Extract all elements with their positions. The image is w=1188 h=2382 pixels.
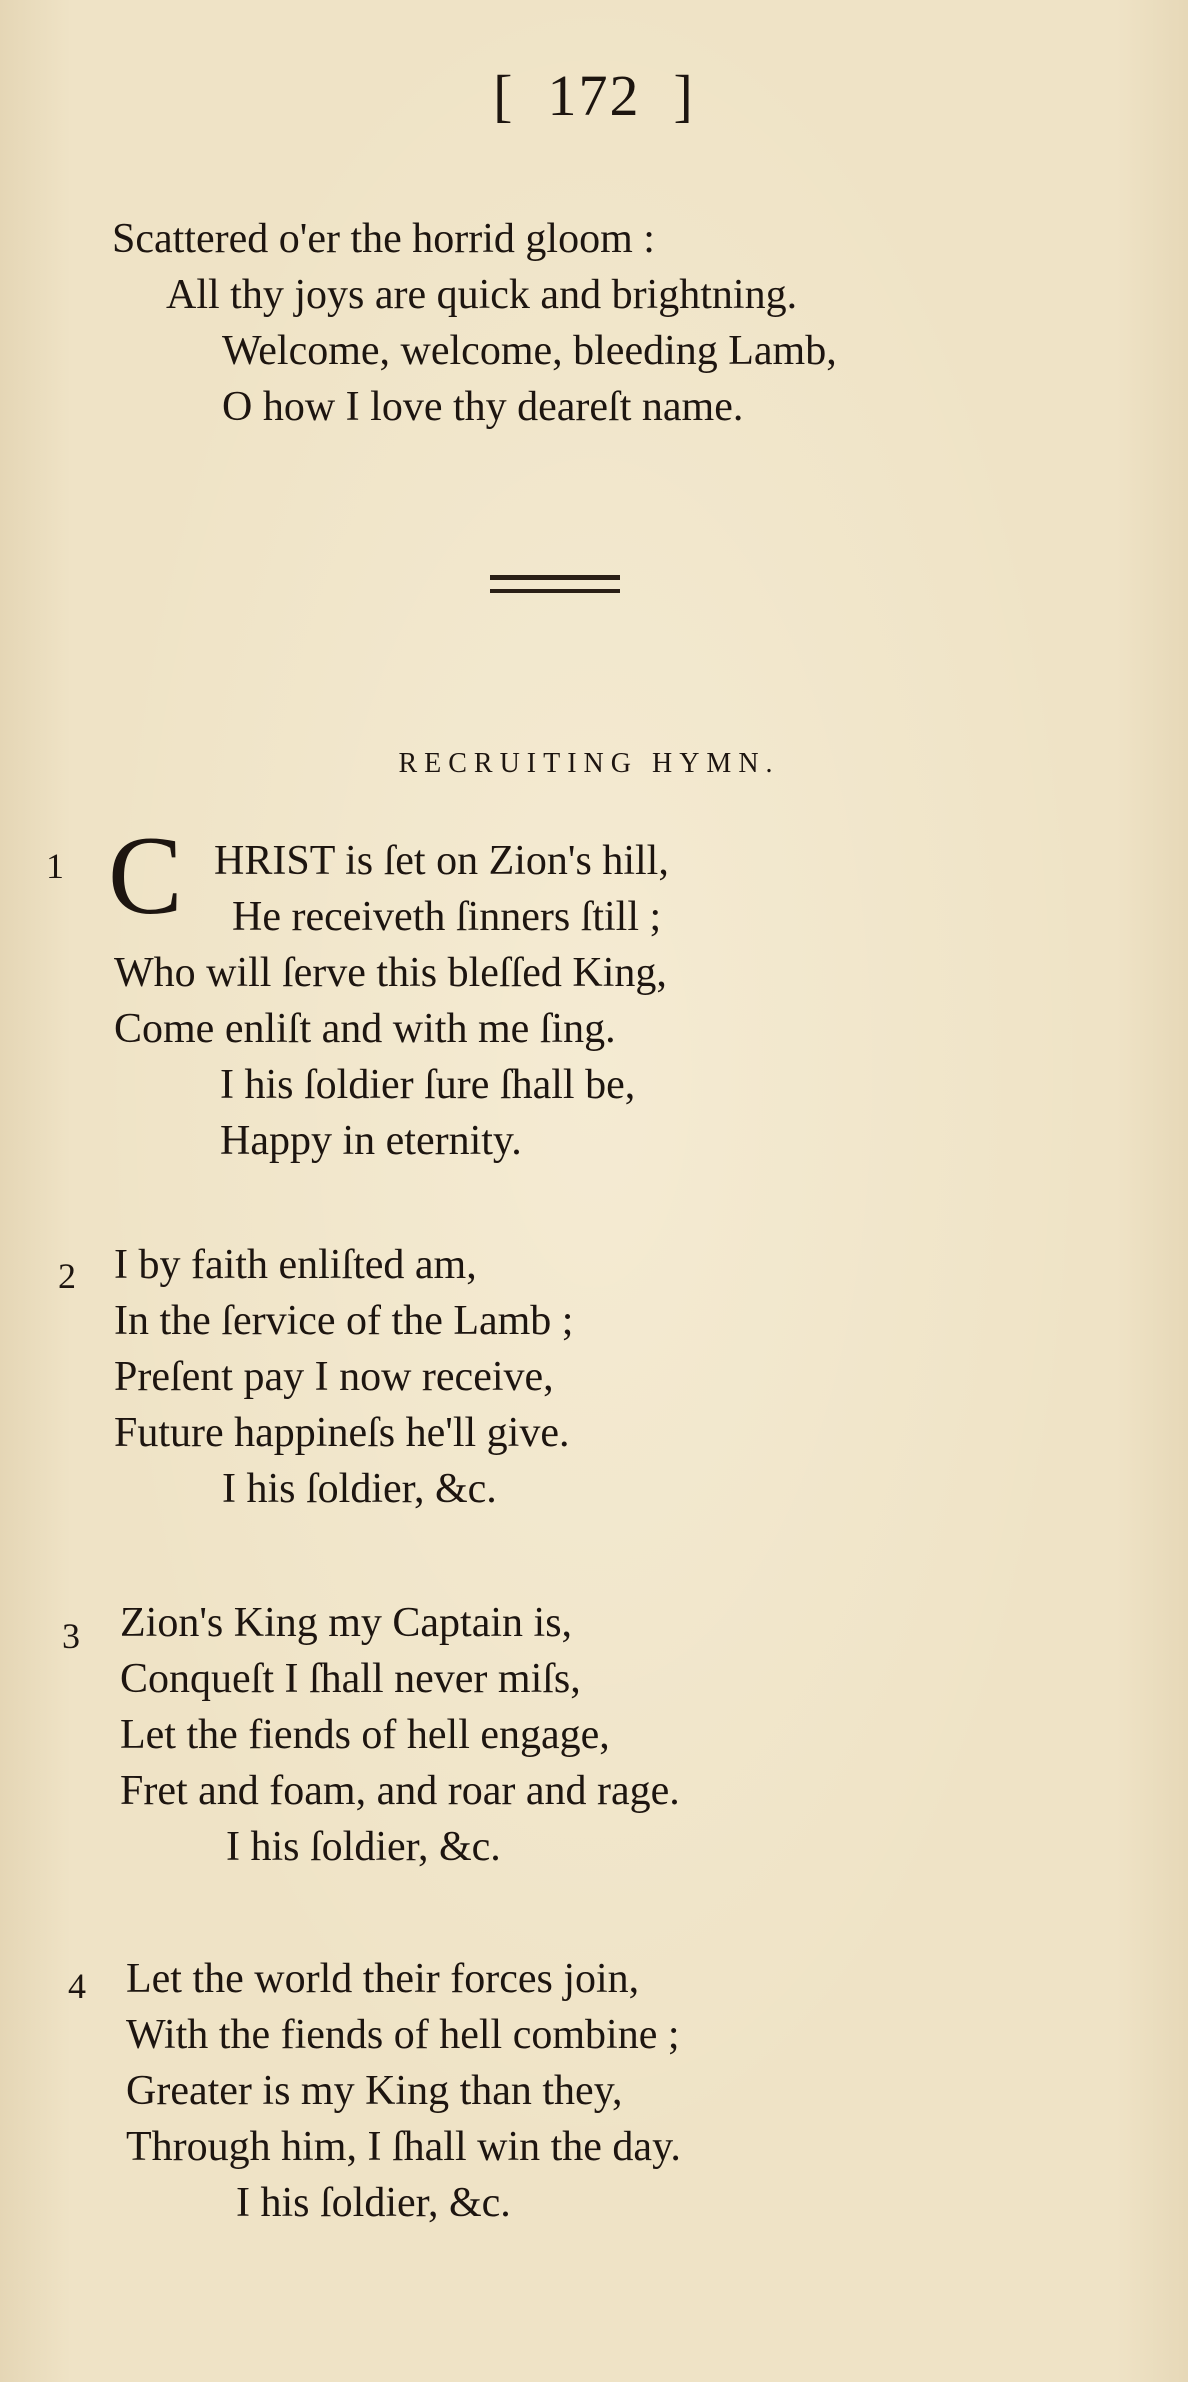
verse-line: I his ſoldier, &c.: [236, 2180, 511, 2226]
verse-line: Through him, I ſhall win the day.: [126, 2124, 681, 2170]
verse-line: Zion's King my Captain is,: [120, 1600, 573, 1646]
verse-line: I by faith enliſted am,: [114, 1242, 477, 1288]
verse-line: Preſent pay I now receive,: [114, 1354, 554, 1400]
page-number: [ 172 ]: [493, 63, 695, 128]
stanza-number: 2: [58, 1256, 76, 1296]
verse-line: With the fiends of hell combine ;: [126, 2012, 680, 2058]
verse-line: All thy joys are quick and brightning.: [166, 272, 798, 318]
verse-line: HRIST is ſet on Zion's hill,: [214, 838, 669, 884]
verse-line: Conqueſt I ſhall never miſs,: [120, 1656, 581, 1702]
verse-line: Happy in eternity.: [220, 1118, 522, 1164]
stanza-number: 1: [46, 846, 64, 886]
verse-line: Future happineſs he'll give.: [114, 1410, 570, 1456]
verse-line: He receiveth ſinners ſtill ;: [232, 894, 662, 940]
verse-line: Let the world their forces join,: [126, 1956, 640, 2002]
divider-rule-top: [490, 575, 620, 580]
stanza-number: 4: [68, 1966, 86, 2006]
verse-line: Come enliſt and with me ſing.: [114, 1006, 616, 1052]
verse-line: Who will ſerve this bleſſed King,: [114, 950, 667, 996]
verse-line: I his ſoldier, &c.: [222, 1466, 497, 1512]
verse-line: In the ſervice of the Lamb ;: [114, 1298, 574, 1344]
hymn-title: RECRUITING HYMN.: [398, 748, 780, 779]
verse-line: Greater is my King than they,: [126, 2068, 623, 2114]
verse-line: I his ſoldier, &c.: [226, 1824, 501, 1870]
verse-line: Let the fiends of hell engage,: [120, 1712, 610, 1758]
verse-line: I his ſoldier ſure ſhall be,: [220, 1062, 636, 1108]
verse-line: Welcome, welcome, bleeding Lamb,: [222, 328, 837, 374]
divider-rule-bottom: [490, 589, 620, 593]
verse-line: O how I love thy deareſt name.: [222, 384, 744, 430]
verse-line: Scattered o'er the horrid gloom :: [112, 216, 655, 262]
drop-cap: C: [108, 814, 183, 938]
stanza-number: 3: [62, 1616, 80, 1656]
verse-line: Fret and foam, and roar and rage.: [120, 1768, 680, 1814]
